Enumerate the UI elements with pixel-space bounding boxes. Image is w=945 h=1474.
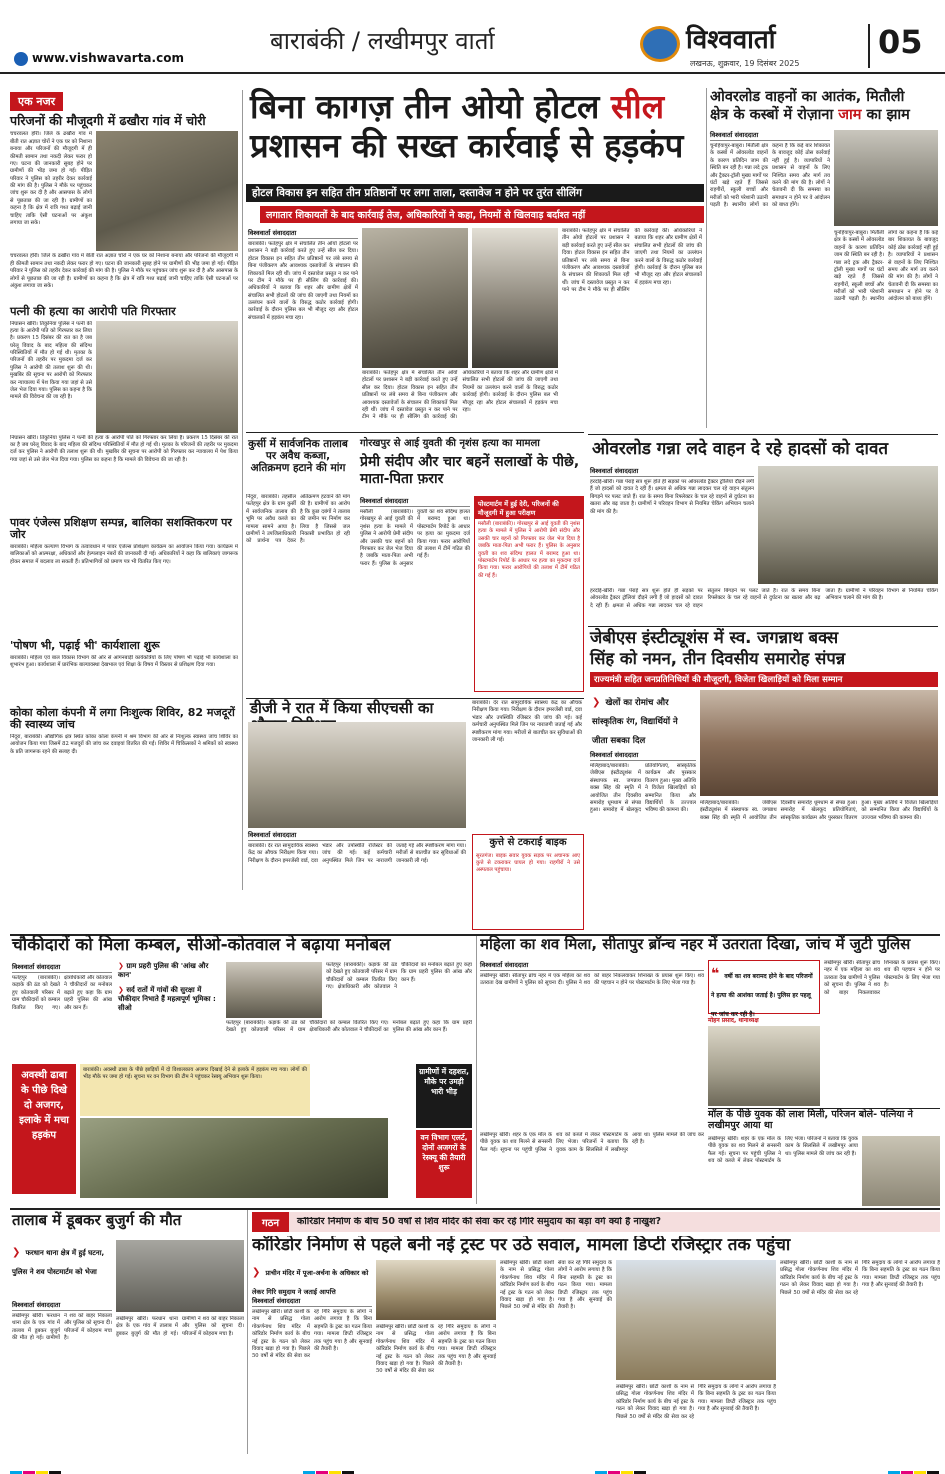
- story-body: निंदूरा, बाराबंकी। तहसील फतेहपुर क्षेत्र के ग्राम कुर्सी में सार्वजनिक तालाब की भूमि पर अवैध कब्जे का मामला सामने आया है। ग्रामीणों ने उपजिलाधिकारी को प्रार्थना पत्र देकर अतिक्रमण हटवाने की मांग की है। ग्रामीणों का आरोप है कि कुछ दबंगों ने तालाब की जमीन पर निर्माण कर लिया है जिससे जल निकासी प्रभावित हो रही है।: [246, 494, 350, 545]
- story-body: फतेहपुर (बाराबंकी)। कड़ाके की ठंड को देखते हुए कोतवाली परिसर में ग्राम चौकीदारों को कम्बल वितरित किए गए। क्षेत्राधिकारी और कोतवाल ने चौकीदारों का मनोबल बढ़ाते हुए कहा कि ग्राम प्रहरी पुलिस की आंख और कान हैं।: [12, 975, 112, 1011]
- jbs-bar: राज्यमंत्री सहित जनप्रतिनिधियों की मौजूदगी, विजेता खिलाड़ियों को मिला सम्मान: [590, 672, 938, 687]
- color-swatches: [595, 1462, 647, 1470]
- story-body: बाराबंकी। देर रात सामुदायिक स्वास्थ्य केंद्र का औचक निरीक्षण किया गया। निरीक्षण के दौरान इमरजेंसी वार्ड, दवा भंडार और उपस्थिति रजिस्टर की जांच की गई। कई कर्मचारी अनुपस्थित मिले जिन पर नाराजगी जताई गई और स्पष्टीकरण मांगा गया। मरीजों से बातचीत कर सुविधाओं की जानकारी ली गई।: [472, 700, 582, 743]
- lead-body-col: [562, 228, 702, 426]
- column-divider: [706, 88, 707, 428]
- headline-part: का झाम: [861, 107, 910, 124]
- woman-body: [480, 960, 704, 1130]
- overload-body: [710, 130, 830, 430]
- story-body: बाराबंकी। महिला कल्याण विभाग के तत्वावधान में पावर एंजेल्स प्रशिक्षण कार्यक्रम का आयोजन किया गया। कार्यक्रम में बालिकाओं को आत्मरक्षा, अधिकारों और हेल्पलाइन नंबरों की जानकारी दी गई। अधिकारियों ने कहा कि बालिकाएं जागरूक होकर समाज में बदलाव ला सकती हैं। प्रतिभागियों को प्रमाण पत्र भी वितरित किए गए।: [10, 543, 238, 565]
- dm-box: [472, 834, 584, 930]
- pull-quote: [118, 962, 222, 980]
- headline-red: जाम: [838, 107, 862, 124]
- story-body: चुनहियापुर-बाबुरा। मितौली क्षेत्र के कस्बों में ओवरलोड वाहनों के कारण प्रतिदिन जाम की स्थिति बन रही है। गन्ना लदे ट्रक और ट्रैक्टर-ट्रॉली मुख्य मार्गों पर घंटों खड़े रहते हैं जिससे राहगीरों, स्कूली बच्चों और मरीजों को भारी परेशानी उठानी पड़ती है। स्थानीय लोगों का कहना है कि कई बार शिकायत के बावजूद कोई ठोस कार्रवाई नहीं हुई है। व्यापारियों ने प्रशासन से वाहनों के लिए निश्चित समय और मार्ग तय करने की मांग की है। लोगों ने चेतावनी दी कि समस्या का समाधान न होने पर वे आंदोलन को बाध्य होंगे।: [710, 143, 830, 208]
- section-rule: [246, 432, 584, 433]
- byline: विश्ववार्ता संवाददाता: [248, 830, 466, 841]
- python-tag: अवस्थी ढाबा के पीछे दिखे दो अजगर, इलाके में मचा हड़कंप: [12, 1064, 76, 1194]
- cgc-photo: [248, 722, 466, 828]
- dm-box-title: कुत्ते से टकराई बाइक: [489, 837, 567, 848]
- byline: विश्ववार्ता संवाददाता: [12, 1300, 112, 1311]
- story-body-cont: चचरवलत हॉरी। जिले के ढखौरा गांव में बीती रात अज्ञात चोरों ने एक घर को निशाना बनाया और परिजनों की मौजूदगी में ही कीमती सामान तथा नकदी लेकर फरार हो गए। घटना की जानकारी सुबह होने पर ग्रामीणों की भीड़ जमा हो गई। पीड़ित परिवार ने पुलिस को तहरीर देकर कार्रवाई की मांग की है। पुलिस ने मौके पर पहुंचकर जांच शुरू कर दी है और आसपास के लोगों से पूछताछ की जा रही है। ग्रामीणों का कहना है कि क्षेत्र में रात्रि गश्त बढ़ाई जानी चाहिए ताकि ऐसी घटनाओं पर अंकुश लगाया जा सके।: [10, 253, 238, 289]
- lead-headline-part: बिना कागज़ तीन ओयो होटल: [250, 87, 611, 126]
- byline: विश्ववार्ता संवाददाता: [480, 960, 704, 971]
- column-divider: [476, 936, 477, 1204]
- story-headline: 'पोषण भी, पढ़ाई भी' कार्यशाला शुरू: [10, 638, 160, 652]
- story-headline: परिजनों की मौजूदगी में ढखौरा गांव में चोरी: [10, 113, 206, 128]
- jbs-body: [590, 750, 696, 930]
- story-body: लखीमपुर खीरी। छोटी काशी के नाम से प्रसिद्ध गोला गोकर्णनाथ शिव मंदिर में कॉरिडोर निर्माण कार्य के बीच नई ट्रस्ट के गठन को लेकर विवाद खड़ा हो गया है। पिछले 50 वर्षों से मंदिर की सेवा कर रहे गिरि समुदाय के लोगों ने आरोप लगाया है कि बिना सहमति के ट्रस्ट का गठन किया गया। मामला डिप्टी रजिस्ट्रार तक पहुंच गया है और सुनवाई की तैयारी है।: [500, 1260, 612, 1311]
- council-headline: कुर्सी में सार्वजनिक तालाब पर अवैध कब्जा, अतिक्रमण हटाने की मांग: [248, 438, 348, 475]
- elder-body: [12, 1300, 112, 1450]
- story-body: बाराबंकी। देर रात सामुदायिक स्वास्थ्य केंद्र का औचक निरीक्षण किया गया। निरीक्षण के दौरान इमरजेंसी वार्ड, दवा भंडार और उपस्थिति रजिस्टर की जांच की गई। कई कर्मचारी अनुपस्थित मिले जिन पर नाराजगी जताई गई और स्पष्टीकरण मांगा गया। मरीजों से बातचीत कर सुविधाओं की जानकारी ली गई।: [248, 843, 466, 864]
- story-body: फतेहपुर (बाराबंकी)। कड़ाके की ठंड को देखते हुए कोतवाली परिसर में ग्राम चौकीदारों को कम्बल वितरित किए गए। क्षेत्राधिकारी और कोतवाल ने चौकीदारों का मनोबल बढ़ाते हुए कहा कि ग्राम प्रहरी पुलिस की आंख और कान हैं।: [226, 1020, 472, 1034]
- gorakhpur-body: [360, 496, 470, 692]
- woman-quote: [708, 960, 820, 1018]
- byline: विश्ववार्ता संवाददाता: [360, 496, 470, 507]
- byline: विश्ववार्ता संवाददाता: [12, 962, 112, 973]
- story-body: सूरतगंज। बाइक सवार युवक सड़क पर अचानक आए कुत्ते से टकराकर घायल हो गया। राहगीरों ने उसे अस्पताल पहुंचाया।: [476, 852, 580, 874]
- story-body: लखीमपुर खीरी। फरधान थाना क्षेत्र के एक गांव में तालाब में डूबकर बुजुर्ग की मौत हो गई। ग्रामीणों ने शव को बाहर निकाला और पुलिस को सूचना दी। परिजनों में कोहराम मचा है।: [116, 1316, 244, 1337]
- story-body: हरदोई-खीरी। गन्ना पेराई सत्र शुरू होते ही सड़कों पर ओवरलोड ट्रैक्टर ट्रॉलियां दौड़ने लगी हैं जो हादसों को दावत दे रही हैं। क्षमता से अधिक गन्ना लादकर चल रहे वाहन संतुलन बिगड़ने पर पलट जाते हैं। रात के समय बिना रिफ्लेक्टर के चल रहे वाहनों से दुर्घटना का खतरा और बढ़ जाता है। ग्रामीणों ने परिवहन विभाग से नियमित चेकिंग अभियान चलाने की मांग की है।: [590, 479, 754, 515]
- pull-quote-text: सर्द रातों में गांवों की सुरक्षा में चौकीदार निभाते हैं महत्वपूर्ण भूमिका : सीओ: [118, 986, 216, 1012]
- story-body: हरदोई-खीरी। गन्ना पेराई सत्र शुरू होते ही सड़कों पर ओवरलोड ट्रैक्टर ट्रॉलियां दौड़ने लगी हैं जो हादसों को दावत दे रही हैं। क्षमता से अधिक गन्ना लादकर चल रहे वाहन संतुलन बिगड़ने पर पलट जाते हैं। रात के समय बिना रिफ्लेक्टर के चल रहे वाहनों से दुर्घटना का खतरा और बढ़ जाता है। ग्रामीणों ने परिवहन विभाग से नियमित चेकिंग अभियान चलाने की मांग की है।: [590, 588, 938, 609]
- page-number: 05: [878, 23, 923, 61]
- byline: विश्ववार्ता संवाददाता: [590, 466, 754, 477]
- jbs-photo: [700, 690, 938, 796]
- dateline: लखनऊ, शुक्रवार, 19 दिसंबर 2025: [690, 59, 800, 68]
- chowkidar-body: [12, 962, 112, 1060]
- lead-body-col: [248, 228, 358, 426]
- color-swatches: [303, 1462, 355, 1470]
- lead-headline-red: सील: [610, 87, 665, 126]
- truck-photo: [758, 466, 938, 584]
- masthead-rule: [0, 72, 945, 74]
- corridor-headline: कॉरिडोर निर्माण से पहले बनी नई ट्रस्ट पर उठे सवाल, मामला डिप्टी रजिस्ट्रार तक पहुंचा: [252, 1236, 791, 1255]
- corridor-kicker: कॉरिडोर निर्माण के बीच 50 वर्षों से शिव मंदिर की सेवा कर रहे गिरि समुदाय का बड़ा वर्ग क्यों है नाखुश?: [297, 1216, 662, 1227]
- story-body-cont: निघासन खीरी। तिकुनिया पुलिस ने पत्नी की हत्या के आरोपी पति को गिरफ्तार कर लिया है। प्रकरण 15 दिसंबर की रात का है जब घरेलू विवाद के बाद महिला की संदिग्ध परिस्थितियों में मौत हो गई थी। मृतका के परिजनों की तहरीर पर मुकदमा दर्ज कर पुलिस ने आरोपी की तलाश शुरू की थी। मुखबिर की सूचना पर आरोपी को गिरफ्तार कर न्यायालय में पेश किया गया जहां से उसे जेल भेज दिया गया। पुलिस का कहना है कि मामले की विवेचना की जा रही है।: [10, 434, 238, 463]
- python-cap-2: वन विभाग एलर्ट, दोनों अजगरों के रेस्क्यू की तैयारी शुरू: [416, 1130, 472, 1198]
- bullet-icon: ❯: [118, 962, 127, 970]
- story-body: मसौली (बाराबंकी)। गोरखपुर से आई युवती की नृशंस हत्या के मामले में पुलिस ने आरोपी प्रेमी संदीप और उसकी चार बहनों को गिरफ्तार कर जेल भेज दिया है जबकि माता-पिता अभी फरार हैं। पुलिस के अनुसार युवती का शव संदिग्ध हालत में बरामद हुआ था। पोस्टमार्टम रिपोर्ट के आधार पर हत्या का मुकदमा दर्ज किया गया। फरार आरोपियों की तलाश में टीमें गठित की गई हैं।: [360, 509, 470, 567]
- headline-part: क्षेत्र के कस्बों में रोज़ाना: [710, 107, 839, 124]
- gorakhpur-box: [474, 496, 584, 692]
- lead-body: बाराबंकी। फतेहपुर क्षेत्र में संचालित तीन ओयो होटलों पर प्रशासन ने बड़ी कार्रवाई करते हुए उन्हें सील कर दिया। होटल विकास इन सहित तीन प्रतिष्ठानों पर लंबे समय से बिना पंजीकरण और आवश्यक दस्तावेजों के संचालन की शिकायतें मिल रही थीं। जांच में दस्तावेज प्रस्तुत न कर पाने पर टीम ने मौके पर ही सीलिंग की कार्रवाई की। अधिकारियों ने बताया कि शहर और ग्रामीण क्षेत्रों में संचालित सभी होटलों की जांच की जाएगी तथा नियमों का उल्लंघन करने वालों के विरुद्ध कठोर कार्रवाई होगी। कार्रवाई के दौरान पुलिस बल भी मौजूद रहा और होटल संचालकों में हड़कंप मचा रहा।: [248, 241, 358, 321]
- story-body: लखीमपुर खीरी। छोटी काशी के नाम से प्रसिद्ध गोला गोकर्णनाथ शिव मंदिर में कॉरिडोर निर्माण कार्य के बीच नई ट्रस्ट के गठन को लेकर विवाद खड़ा हो गया है। पिछले 50 वर्षों से मंदिर की सेवा कर रहे गिरि समुदाय के लोगों ने आरोप लगाया है कि बिना सहमति के ट्रस्ट का गठन किया गया। मामला डिप्टी रजिस्ट्रार तक पहुंच गया है और सुनवाई की तैयारी है।: [616, 1384, 776, 1420]
- lead-photo-2: [472, 228, 558, 368]
- column-divider: [242, 90, 243, 890]
- lead-photo-1: [362, 228, 468, 368]
- lead-headline-part: प्रशासन की सख्त कार्रवाई से हड़कंप: [250, 125, 684, 165]
- story-headline: पत्नी की हत्या का आरोपी पति गिरफ्तार: [10, 304, 176, 319]
- gorakhpur-kicker: गोरखपुर से आई युवती की नृशंस हत्या का मामला: [360, 438, 540, 449]
- theft-photo: [96, 131, 238, 251]
- blanket-photo: [226, 962, 322, 1018]
- story-body: मलिहाबाद/बाराबंकी। जेबीएस इंस्टीट्यूशंस में संस्थापक स्व. जगन्नाथ बक्स सिंह की स्मृति में आयोजित तीन दिवसीय समारोह धूमधाम से संपन्न हुआ। समारोह में खेलकूद प्रतियोगिताएं, सांस्कृतिक कार्यक्रम और पुरस्कार वितरण हुआ। मुख्य अतिथि ने विजेता खिलाड़ियों को सम्मानित किया और विद्यार्थियों के उज्ज्वल भविष्य की कामना की।: [590, 763, 696, 814]
- elder-photo: [116, 1240, 244, 1312]
- byline: विश्ववार्ता संवाददाता: [248, 228, 358, 239]
- chevron-right-icon: ❯: [12, 1247, 21, 1258]
- story-body: फतेहपुर (बाराबंकी)। कड़ाके की ठंड को देखते हुए कोतवाली परिसर में ग्राम चौकीदारों को कम्बल वितरित किए गए। क्षेत्राधिकारी और कोतवाल ने चौकीदारों का मनोबल बढ़ाते हुए कहा कि ग्राम प्रहरी पुलिस की आंख और कान हैं।: [326, 962, 472, 991]
- section-rule: [588, 626, 938, 627]
- jbs-headline: [590, 628, 940, 669]
- pull-quote-text: ग्राम प्रहरी पुलिस की 'आंख और कान': [118, 962, 209, 979]
- overload-headline-2: ओवरलोड गन्ना लदे वाहन दे रहे हादसों को दावत: [592, 439, 889, 459]
- lead-body-col: [362, 370, 558, 426]
- story-body: लखीमपुर खीरी। फरधान थाना क्षेत्र के एक गांव में तालाब में डूबकर बुजुर्ग की मौत हो गई। ग्रामीणों ने शव को बाहर निकाला और पुलिस को सूचना दी। परिजनों में कोहराम मचा है।: [12, 1313, 112, 1342]
- color-swatches: [888, 1462, 940, 1470]
- column-divider: [247, 1210, 248, 1454]
- headline-part: सिंह को नमन, तीन दिवसीय समारोह संपन्न: [590, 648, 846, 668]
- paper-name: विश्ववार्ता: [686, 25, 776, 55]
- color-registration-bar: [10, 1462, 940, 1470]
- chevron-right-icon: ❯: [592, 697, 601, 708]
- story-body: मलिहाबाद/बाराबंकी। जेबीएस इंस्टीट्यूशंस में संस्थापक स्व. जगन्नाथ बक्स सिंह की स्मृति में आयोजित तीन दिवसीय समारोह धूमधाम से संपन्न हुआ। समारोह में खेलकूद प्रतियोगिताएं, सांस्कृतिक कार्यक्रम और पुरस्कार वितरण हुआ। मुख्य अतिथि ने विजेता खिलाड़ियों को सम्मानित किया और विद्यार्थियों के उज्ज्वल भविष्य की कामना की।: [700, 800, 938, 821]
- byline: विश्ववार्ता संवाददाता: [590, 750, 696, 761]
- color-swatches: [10, 1462, 62, 1470]
- lead-deck: होटल विकास इन सहित तीन प्रतिष्ठानों पर लगा ताला, दस्तावेज न होने पर तुरंत सीलिंग: [246, 184, 704, 202]
- pull-quote: [118, 986, 222, 1013]
- canal-photo: [708, 1026, 820, 1106]
- section-rule: [588, 434, 938, 435]
- elder-pull: [12, 1240, 112, 1296]
- lead-body: बाराबंकी। फतेहपुर क्षेत्र में संचालित तीन ओयो होटलों पर प्रशासन ने बड़ी कार्रवाई करते हुए उन्हें सील कर दिया। होटल विकास इन सहित तीन प्रतिष्ठानों पर लंबे समय से बिना पंजीकरण और आवश्यक दस्तावेजों के संचालन की शिकायतें मिल रही थीं। जांच में दस्तावेज प्रस्तुत न कर पाने पर टीम ने मौके पर ही सीलिंग की कार्रवाई की। अधिकारियों ने बताया कि शहर और ग्रामीण क्षेत्रों में संचालित सभी होटलों की जांच की जाएगी तथा नियमों का उल्लंघन करने वालों के विरुद्ध कठोर कार्रवाई होगी। कार्रवाई के दौरान पुलिस बल भी मौजूद रहा और होटल संचालकों में हड़कंप मचा रहा।: [362, 370, 558, 421]
- gorakhpur-box-title: पोस्टमार्टम में हुई देरी, परिजनों की मौजूदगी में हुआ परीक्षण: [475, 497, 583, 519]
- globe-icon: [14, 52, 28, 66]
- chevron-right-icon: ❯: [252, 1267, 261, 1278]
- left-column: [10, 90, 238, 890]
- python-cap-1: ग्रामीणों में दहशत, मौके पर उमड़ी भारी भीड़: [416, 1064, 472, 1128]
- pull-quote: खेलों का रोमांच और सांस्कृतिक रंग, विद्यार्थियों ने जीता सबका दिल: [592, 698, 678, 746]
- chowkidar-pulls: [118, 962, 222, 1060]
- overload-headline: [710, 88, 938, 124]
- story-body: निघासन खीरी। तिकुनिया पुलिस ने पत्नी की हत्या के आरोपी पति को गिरफ्तार कर लिया है। प्रकरण 15 दिसंबर की रात का है जब घरेलू विवाद के बाद महिला की संदिग्ध परिस्थितियों में मौत हो गई थी। मृतका के परिजनों की तहरीर पर मुकदमा दर्ज कर पुलिस ने आरोपी की तलाश शुरू की थी। मुखबिर की सूचना पर आरोपी को गिरफ्तार कर न्यायालय में पेश किया गया जहां से उसे जेल भेज दिया गया। पुलिस का कहना है कि मामले की विवेचना की जा रही है।: [10, 320, 92, 401]
- ek-nazar-label: एक नजर: [10, 92, 63, 111]
- quote-icon: ❝: [711, 966, 720, 982]
- story-body: निंदूरा, बाराबंकी। औद्योगिक क्षेत्र स्थित कोका कोला कंपनी में श्रम विभाग की ओर से निःशुल्क स्वास्थ्य जांच शिविर का आयोजन किया गया जिसमें 82 मजदूरों की जांच कर दवाइयां वितरित की गईं। शिविर में चिकित्सकों ने श्रमिकों को स्वास्थ्य के प्रति जागरूक रहने की सलाह दी।: [10, 733, 238, 755]
- story-body: बाराबंकी। महिला एवं बाल विकास विभाग की ओर से आंगनबाड़ी कार्यकत्रियों के लिए पोषण भी पढ़ाई भी कार्यशाला का शुभारंभ हुआ। कार्यशाला में प्रारंभिक बाल्यावस्था देखभाल एवं शिक्षा के विषय में विस्तार से प्रशिक्षण दिया गया।: [10, 654, 238, 668]
- woman-headline: महिला का शव मिला, सीतापुर ब्रॉन्च नहर में उतराता दिखा, जांच में जुटी पुलिस: [480, 936, 911, 953]
- byline: विश्ववार्ता संवाददाता: [252, 1296, 372, 1307]
- chowkidar-headline: चौकीदारों को मिला कम्बल, सीओ-कोतवाल ने बढ़ाया मनोबल: [12, 935, 391, 955]
- temple-photo-2: [616, 1260, 776, 1380]
- dm-headline: डीजी ने रात में किया सीएचसी का: [250, 699, 434, 717]
- pull-quote: फरधान थाना क्षेत्र में हुई घटना, पुलिस ने शव पोस्टमार्टम को भेजा: [12, 1249, 105, 1276]
- quote-text: वर्षी का शव बरामद होने के बाद परिजनों ने हत्या की आशंका जताई है। पुलिस हर पहलू पर जांच कर रही है।: [711, 973, 813, 1018]
- story-body: बाराबंकी। अवस्थी ढाबा के पीछे झाड़ियों में दो विशालकाय अजगर दिखाई देने से इलाके में हड़कंप मच गया। लोगों की भीड़ मौके पर जमा हो गई। सूचना पर वन विभाग की टीम ने पहुंचकर रेस्क्यू अभियान शुरू किया।: [80, 1064, 310, 1116]
- gorakhpur-headline: प्रेमी संदीप और चार बहनें सलाखों के पीछे, माता-पिता फ़रार: [360, 454, 580, 487]
- masthead: [0, 0, 945, 74]
- story-body: लखीमपुर खीरी। सीतापुर ब्रांच नहर में एक महिला का शव उतराता देख ग्रामीणों ने पुलिस को सूचना दी। पुलिस ने शव को बाहर निकलवाकर शिनाख्त के प्रयास शुरू किए। शव की पहचान न होने पर पोस्टमार्टम के लिए भेजा गया है।: [480, 973, 704, 987]
- jbs-pull: [592, 690, 696, 746]
- byline: विश्ववार्ता संवाददाता: [710, 130, 830, 141]
- headline-part: जेबीएस इंस्टीट्यूशंस में स्व. जगन्नाथ बक्स: [590, 628, 839, 647]
- headline-part: ओवरलोड वाहनों का आतंक, मितौली: [710, 89, 905, 105]
- story-body: लखीमपुर खीरी। सीतापुर ब्रांच नहर में एक महिला का शव उतराता देख ग्रामीणों ने पुलिस को सूचना दी। पुलिस ने शव को बाहर निकलवाकर शिनाख्त के प्रयास शुरू किए। शव की पहचान न होने पर पोस्टमार्टम के लिए भेजा गया है।: [824, 960, 940, 996]
- overload-photo: [834, 130, 938, 226]
- story-body: लखीमपुर खीरी। छोटी काशी के नाम से प्रसिद्ध गोला गोकर्णनाथ शिव मंदिर में कॉरिडोर निर्माण कार्य के बीच नई ट्रस्ट के गठन को लेकर विवाद खड़ा हो गया है। पिछले 50 वर्षों से मंदिर की सेवा कर रहे गिरि समुदाय के लोगों ने आरोप लगाया है कि बिना सहमति के ट्रस्ट का गठन किया गया। मामला डिप्टी रजिस्ट्रार तक पहुंच गया है और सुनवाई की तैयारी है।: [780, 1260, 940, 1296]
- mill-photo: [862, 1136, 940, 1206]
- corridor-kicker-bar: [252, 1212, 940, 1232]
- story-body: मसौली (बाराबंकी)। गोरखपुर से आई युवती की नृशंस हत्या के मामले में पुलिस ने आरोपी प्रेमी संदीप और उसकी चार बहनों को गिरफ्तार कर जेल भेज दिया है जबकि माता-पिता अभी फरार हैं। पुलिस के अनुसार युवती का शव संदिग्ध हालत में बरामद हुआ था। पोस्टमार्टम रिपोर्ट के आधार पर हत्या का मुकदमा दर्ज किया गया। फरार आरोपियों की तलाश में टीमें गठित की गई हैं।: [478, 521, 580, 579]
- paper-logo-icon: [640, 26, 680, 62]
- story-body: चचरवलत हॉरी। जिले के ढखौरा गांव में बीती रात अज्ञात चोरों ने एक घर को निशाना बनाया और परिजनों की मौजूदगी में ही कीमती सामान तथा नकदी लेकर फरार हो गए। घटना की जानकारी सुबह होने पर ग्रामीणों की भीड़ जमा हो गई। पीड़ित परिवार ने पुलिस को तहरीर देकर कार्रवाई की मांग की है। पुलिस ने मौके पर पहुंचकर जांच शुरू कर दी है और आसपास के लोगों से पूछताछ की जा रही है। ग्रामीणों का कहना है कि क्षेत्र में रात्रि गश्त बढ़ाई जानी चाहिए ताकि ऐसी घटनाओं पर अंकुश लगाया जा सके।: [10, 131, 92, 226]
- pull-quote: प्राचीन मंदिर में पूजा-अर्चना के अधिकार को लेकर गिरि समुदाय ने जताई आपत्ति: [252, 1269, 369, 1296]
- mill-headline: मॉल के पीछे युवक की लाश मिली, परिजन बोले- पत्निया ने लखीमपुर आया था: [708, 1109, 913, 1131]
- story-headline: कोका कोला कंपनी में लगा निःशुल्क शिविर, 82 मजदूरों की स्वास्थ्य जांच: [10, 705, 235, 732]
- bullet-icon: ❯: [118, 986, 127, 994]
- corridor-tag: गठन: [252, 1212, 289, 1232]
- story-body: लखीमपुर खीरी। छोटी काशी के नाम से प्रसिद्ध गोला गोकर्णनाथ शिव मंदिर में कॉरिडोर निर्माण कार्य के बीच नई ट्रस्ट के गठन को लेकर विवाद खड़ा हो गया है। पिछले 50 वर्षों से मंदिर की सेवा कर रहे गिरि समुदाय के लोगों ने आरोप लगाया है कि बिना सहमति के ट्रस्ट का गठन किया गया। मामला डिप्टी रजिस्ट्रार तक पहुंच गया है और सुनवाई की तैयारी है।: [252, 1309, 372, 1360]
- overload-body-2: [590, 466, 754, 588]
- story-body: लखीमपुर खीरी। छोटी काशी के नाम से प्रसिद्ध गोला गोकर्णनाथ शिव मंदिर में कॉरिडोर निर्माण कार्य के बीच नई ट्रस्ट के गठन को लेकर विवाद खड़ा हो गया है। पिछले 50 वर्षों से मंदिर की सेवा कर रहे गिरि समुदाय के लोगों ने आरोप लगाया है कि बिना सहमति के ट्रस्ट का गठन किया गया। मामला डिप्टी रजिस्ट्रार तक पहुंच गया है और सुनवाई की तैयारी है।: [376, 1324, 496, 1375]
- story-body: लखीमपुर खीरी। शहर के एक मॉल के पीछे युवक का शव मिलने से सनसनी फैल गई। सूचना पर पहुंची पुलिस ने शव को कब्जे में लेकर पोस्टमार्टम के लिए भेजा। परिजनों ने बताया कि युवक काम के सिलसिले में लखीमपुर आया था। पुलिस मामले की जांच कर रही है।: [708, 1136, 858, 1165]
- story-body: लखीमपुर खीरी। शहर के एक मॉल के पीछे युवक का शव मिलने से सनसनी फैल गई। सूचना पर पहुंची पुलिस ने शव को कब्जे में लेकर पोस्टमार्टम के लिए भेजा। परिजनों ने बताया कि युवक काम के सिलसिले में लखीमपुर आया था। पुलिस मामले की जांच कर रही है।: [480, 1132, 704, 1153]
- website-url[interactable]: www.vishwavarta.com: [32, 51, 184, 65]
- elder-headline: तालाब में डूबकर बुजुर्ग की मौत: [12, 1211, 182, 1229]
- lead-body: बाराबंकी। फतेहपुर क्षेत्र में संचालित तीन ओयो होटलों पर प्रशासन ने बड़ी कार्रवाई करते हुए उन्हें सील कर दिया। होटल विकास इन सहित तीन प्रतिष्ठानों पर लंबे समय से बिना पंजीकरण और आवश्यक दस्तावेजों के संचालन की शिकायतें मिल रही थीं। जांच में दस्तावेज प्रस्तुत न कर पाने पर टीम ने मौके पर ही सीलिंग की कार्रवाई की। अधिकारियों ने बताया कि शहर और ग्रामीण क्षेत्रों में संचालित सभी होटलों की जांच की जाएगी तथा नियमों का उल्लंघन करने वालों के विरुद्ध कठोर कार्रवाई होगी। कार्रवाई के दौरान पुलिस बल भी मौजूद रहा और होटल संचालकों में हड़कंप मचा रहा।: [562, 228, 702, 293]
- lead-headline: [250, 88, 700, 165]
- section-rule: [10, 1208, 940, 1210]
- story-headline: पावर एंजेल्स प्रशिक्षण सम्पन्न, बालिका सशक्तिकरण पर जोर: [10, 515, 232, 542]
- python-photo: [80, 1118, 388, 1198]
- lead-bar: लगातार शिकायतों के बाद कार्रवाई तेज, अधिकारियों ने कहा, नियमों से खिलवाड़ बर्दाश्त नहीं: [260, 206, 704, 223]
- dm-body: [248, 830, 466, 930]
- corridor-body: [252, 1296, 372, 1454]
- temple-photo-1: [376, 1260, 496, 1320]
- section-title: बाराबंकी / लखीमपुर वार्ता: [270, 27, 495, 55]
- corridor-pull: [252, 1260, 372, 1296]
- masthead-divider: [868, 24, 870, 68]
- arrest-photo: [96, 321, 238, 433]
- story-body: चुनहियापुर-बाबुरा। मितौली क्षेत्र के कस्बों में ओवरलोड वाहनों के कारण प्रतिदिन जाम की स्थिति बन रही है। गन्ना लदे ट्रक और ट्रैक्टर-ट्रॉली मुख्य मार्गों पर घंटों खड़े रहते हैं जिससे राहगीरों, स्कूली बच्चों और मरीजों को भारी परेशानी उठानी पड़ती है। स्थानीय लोगों का कहना है कि कई बार शिकायत के बावजूद कोई ठोस कार्रवाई नहीं हुई है। व्यापारियों ने प्रशासन से वाहनों के लिए निश्चित समय और मार्ग तय करने की मांग की है। लोगों ने चेतावनी दी कि समस्या का समाधान न होने पर वे आंदोलन को बाध्य होंगे।: [834, 230, 938, 303]
- woman-quote-source: मोहन प्रसाद, थानाध्यक्ष: [708, 1017, 759, 1024]
